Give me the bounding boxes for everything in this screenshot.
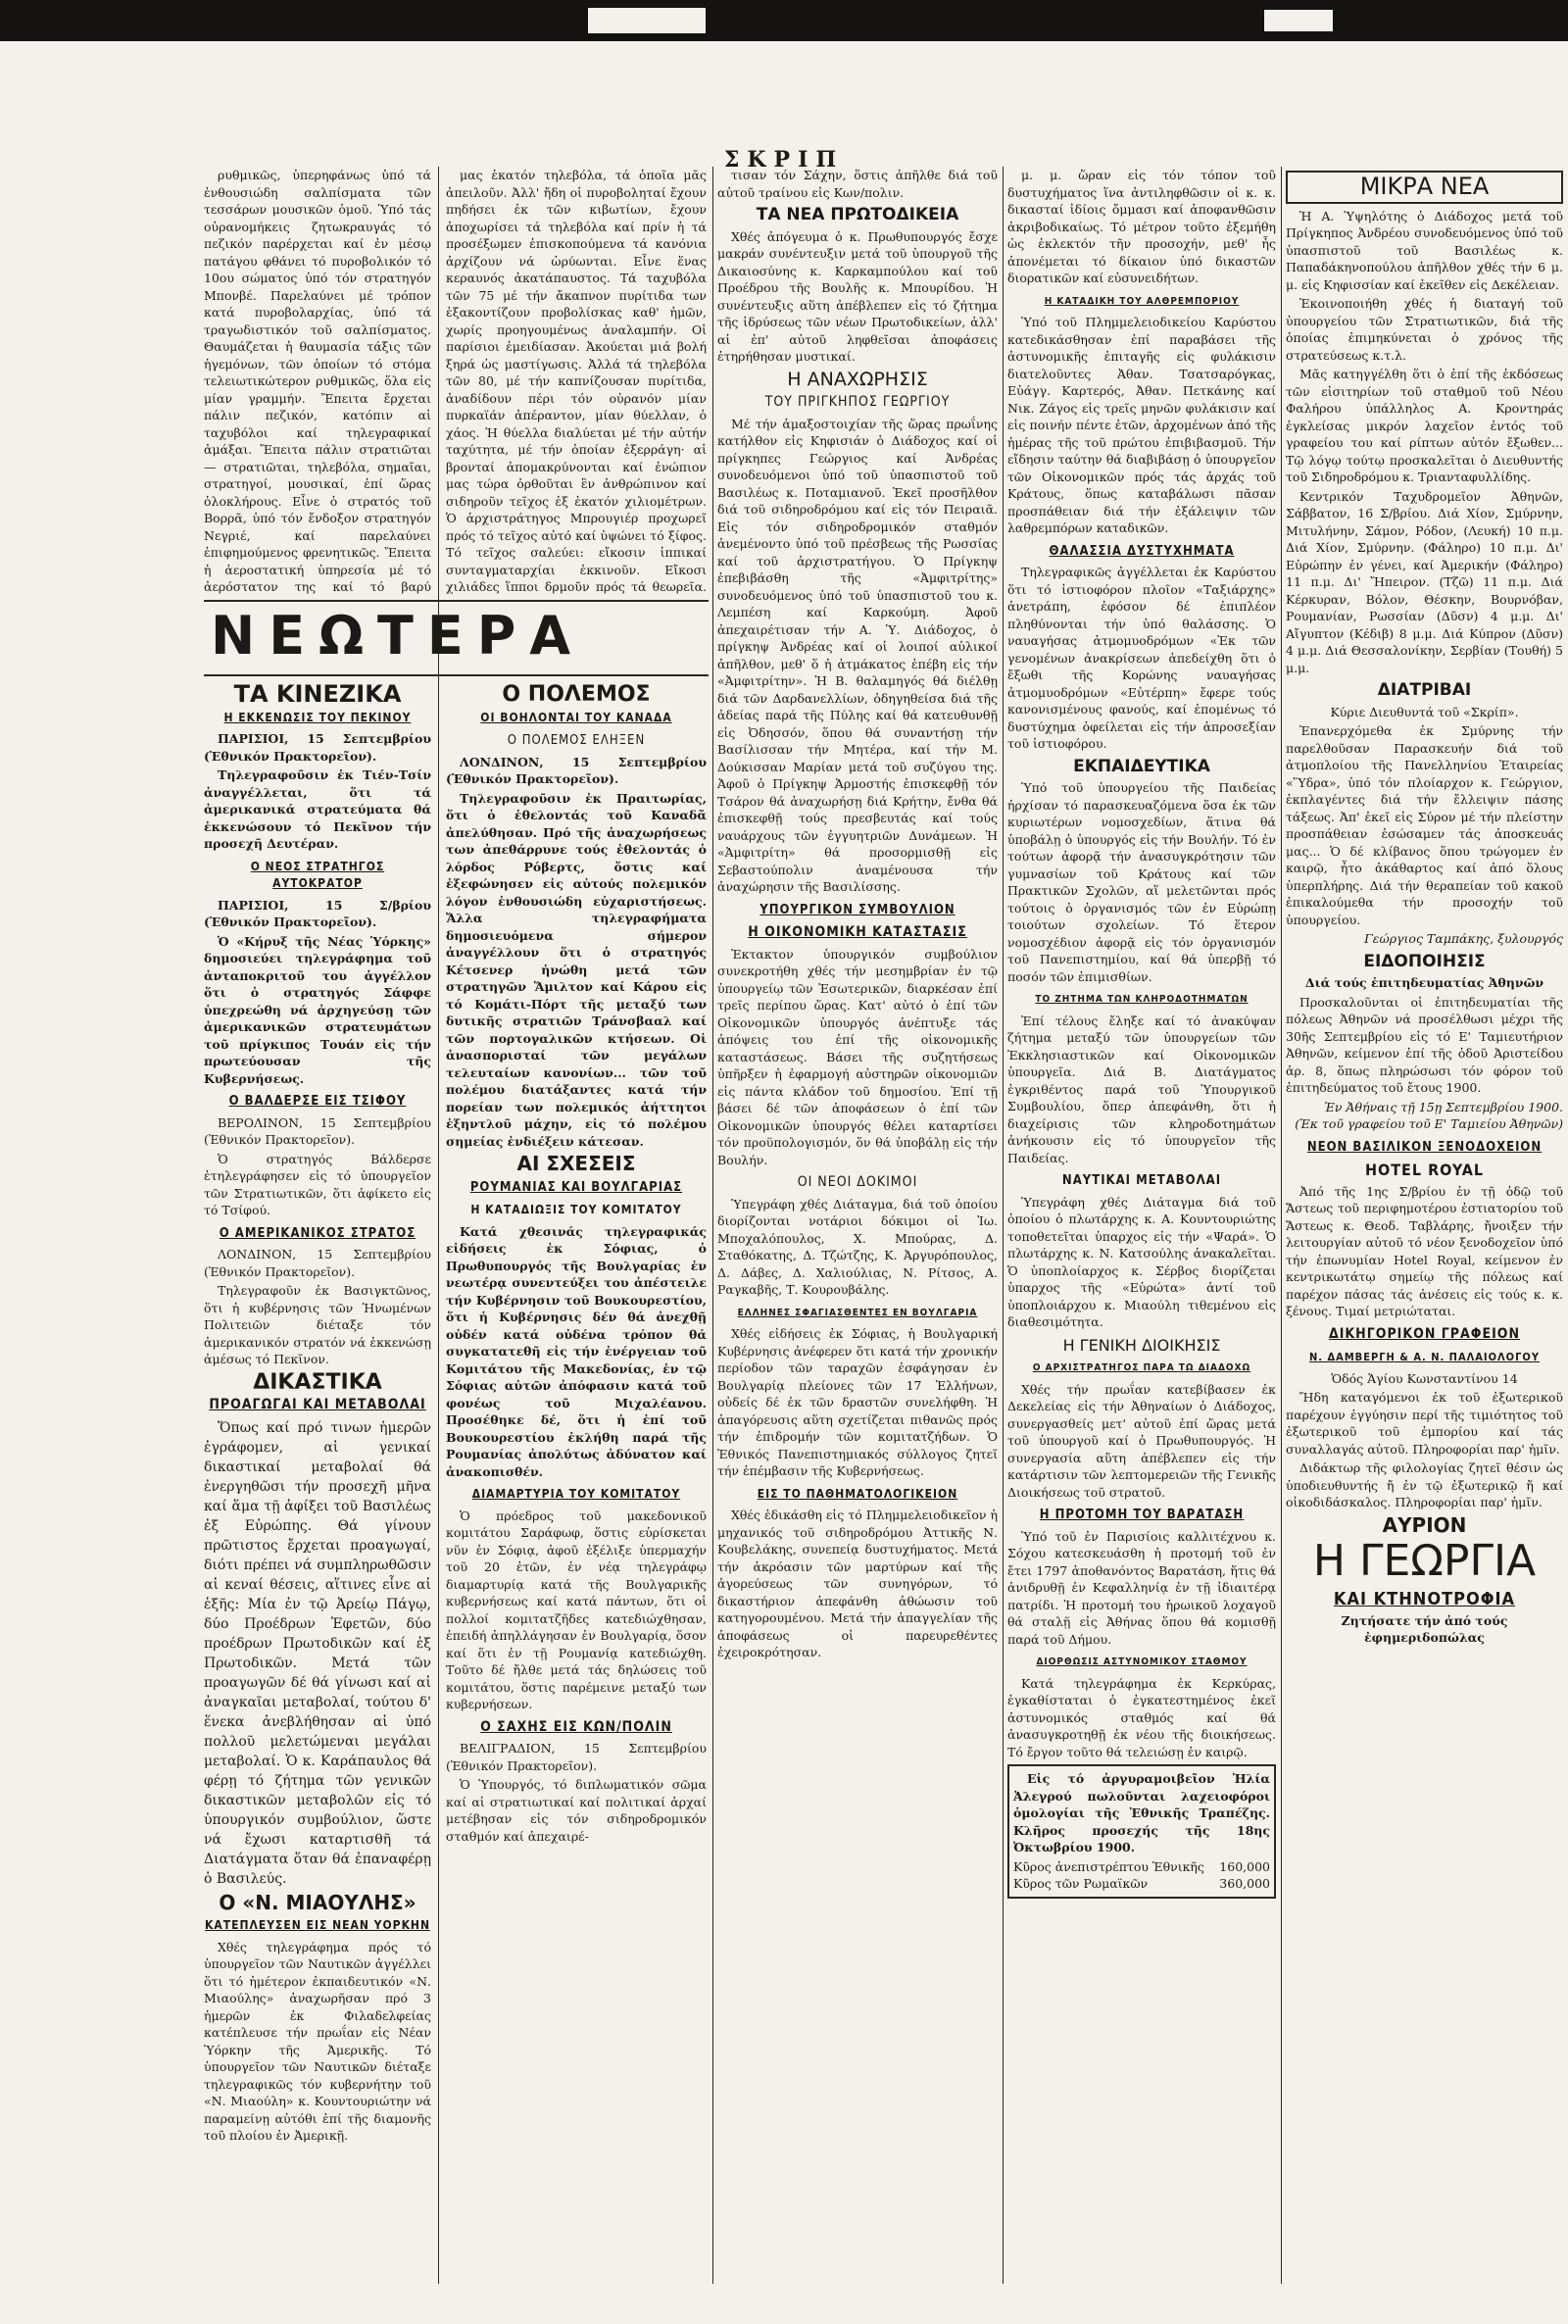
dateline: ΒΕΡΟΛΙΝΟΝ, 15 Σεπτεμβρίου (Ἐθνικόν Πρακτορεῖον). [204, 1114, 431, 1147]
section-title: ΜΙΚΡΑ ΝΕΑ [1359, 173, 1490, 200]
article-text: Ὁ πρόεδρος τοῦ μακεδονικοῦ κομιτάτου Σαράφωφ, ὅστις εὑρίσκεται νῦν ἐν Σόφιᾳ, ἀφοῦ ἐξέλιξε ὑπερμαχήν τοῦ 20 ἐτῶν, ἐν νέᾳ τηλεγράφῳ διαμαρτυρίᾳ κατά τῆς Βουλγαρικῆς κυβερνήσεως καί κατά πάντων, ὅτι οἱ πολλοί κομιτατζῆδες κατεδιώχθησαν, ἐπειδή ἀπηλλάγησαν ἐν Βουλγαρίᾳ, ὅσον καί ὅτι ἐν τῇ Ρουμανίᾳ κατεδιώχθη. Τοῦτο δέ ἤλθε μετά τάς δηλώσεις τοῦ κομιτάτου, ὅστις παρέμεινε μεταξύ των κυβερνήσεων. [446, 1508, 707, 1711]
article-text: τισαν τόν Σάχην, ὅστις ἀπῆλθε διά τοῦ αὐτοῦ τραίνου εἰς Κων/πολιν. [717, 168, 998, 200]
neotera-banner: ΝΕΩΤΕΡΑ [211, 605, 585, 667]
article-text: Κατά τηλεγράφημα ἐκ Κερκύρας, ἐγκαθίσταται ὁ ἐγκατεστημένος ἐκεῖ ἀστυνομικός σταθμός καί θά ἀνασυγκροτηθῇ ἐκ νέου τῆς διοικήσεως. Τό ἔργον τοῦτο θά τελειώσῃ ἐν καιρῷ. [1007, 1675, 1276, 1759]
headline: HOTEL ROYAL [1364, 1161, 1485, 1179]
article-text: Χθές ἀπόγευμα ὁ κ. Πρωθυπουργός ἔσχε μακράν συνέντευξιν μετά τοῦ ὑπουργοῦ τῆς Δικαιοσύνης κ. Καρκαμπούλου καί τοῦ Προέδρου τῆς Βουλῆς κ. Μπουρίδου. Ἡ συνέντευξις αὕτη ἀπέβλεπεν εἰς τό ζήτημα τῆς ἱδρύσεως τῶν νέων Πρωτοδικείων, ἀλλ' αἱ ἐπ' αὐτοῦ ληφθεῖσαι ἀποφάσεις ἐτηρήθησαν μυστικαί. [717, 228, 998, 364]
dateline: ΛΟΝΔΙΝΟΝ, 15 Σεπτεμβρίου (Ἐθνικόν Πρακτορεῖον). [446, 754, 707, 786]
article-text: Ἡ Α. Ὑψηλότης ὁ Διάδοχος μετά τοῦ Πρίγκηπος Ἀνδρέου συνοδευόμενος ὑπό τοῦ ὑπασπιστοῦ τοῦ Βασιλέως κ. Παπαδάκηνοπούλου ἀπῆλθον χθές τήν 6 μ. μ. εἰς Κηφισσίαν καί ἐκεῖθεν εἰς Δεκέλειαν. [1286, 208, 1563, 292]
feature-text: ρυθμικῶς, ὑπερηφάνως ὑπό τά ἐνθουσιώδη σαλπίσματα τῶν τεσσάρων μουσικῶν ὁμοῦ. Ὑπό τάς οὐρανομήκεις ζητωκραυγάς τό πεζικόν παρέρχεται καί ἐν μέσῳ πατάγου φθάνει τό πυροβολικόν τό 10ου σώματος ὑπό τόν στρατηγόν Μπονβέ. Παρελαύνει μέ τρόπον κατά πυροβολαρχίας, ὑπό τά τραγωδιστικόν τοῦ σαλπίσματος. Θαυμάζεται ἡ θαυμασία τάξις τῶν ἡγεμόνων, τῶν ὁποίων τό στόμα τελειωτικώτερον ρυθμικῶς, ὅλα εἰς μίαν γραμμήν. Ἔπειτα ἔρχεται πάλιν πεζικόν, κατόπιν αἱ ταχυβόλοι καί τηλεγραφικαί ἁμάξαι. Ἔπειτα πάλιν στρατιῶται — στρατιῶται, τηλεβόλα, σημαῖαι, στρατηγοί, μουσικαί, ἐπί ὥρας ὁλοκλήρους. Εἶνε ὁ στρατός τοῦ Βορρᾶ, ὑπό τόν ἔνδοξον στρατηγόν Νεγριέ, καί παρελαύνει ἐπιφημούμενος φρενητικῶς. Ἔπειτα ἡ ἀεροστατική ὑπηρεσία μέ τό ἀερόστατον της καί τό βαρύ [204, 168, 431, 594]
section-title: ΤΑ ΚΙΝΕΖΙΚΑ [233, 680, 402, 708]
scan-top-border [0, 0, 1568, 41]
section-title: ΕΙΔΟΠΟΙΗΣΙΣ [1363, 951, 1486, 971]
masthead: ΣΚΡΙΠ [723, 147, 845, 173]
headline: Η ΠΡΟΤΟΜΗ ΤΟΥ ΒΑΡΑΤΑΣΗ [1039, 1508, 1245, 1522]
scan-gap [588, 8, 706, 33]
article-text: Χθές τηλεγράφημα πρός τό ὑπουργεῖον τῶν Ναυτικῶν ἀγγέλλει ὅτι τό ἡμέτερον ἐκπαιδευτικόν «Ν. Μιαούλης» ἀναχωρῆσαν πρό 3 ἡμερῶν ἐκ Φιλαδελφείας κατέπλευσε τήν πρωΐαν εἰς Νέαν Ὑόρκην τῆς Ἀμερικῆς. Τό ὑπουργεῖον τῶν Ναυτικῶν διέταξε τηλεγραφικῶς τόν κυβερνήτην τοῦ «Ν. Μιαούλη» κ. Κουντουριώτην νά παραμείνῃ αὐτόθι ἐπί τῆς διαμονῆς τοῦ πλοίου ἐν Ἀμερικῇ. [204, 1939, 431, 2143]
headline: ΡΟΥΜΑΝΙΑΣ ΚΑΙ ΒΟΥΛΓΑΡΙΑΣ [469, 1179, 683, 1195]
news-column-middle [446, 680, 707, 2288]
news-column-5 [1286, 167, 1563, 2284]
ad-text: Εἰς τό ἀργυραμοιβεῖον Ἡλία Ἀλεγρού πωλοῦνται λαχειοφόροι ὁμολογίαι τῆς Ἐθνικῆς Τραπέζης. Κλῆρος προσεχής τῆς 18ης Ὀκτωβρίου 1900. [1013, 1771, 1270, 1854]
article-text: Κατά χθεσινάς τηλεγραφικάς εἰδήσεις ἐκ Σόφιας, ὁ Πρωθυπουργός τῆς Βουλγαρίας ἐν νεωτέρᾳ συνεντεύξει του ἀπέστειλε τήν Κυβέρνησιν τοῦ Βουκουρεστίου, ὅτι ἡ Κυβέρνησις δέν θά ἀνεχθῇ οὐδέν κατά οὐδένα τρόπον θά συγκατατεθῆ εἰς τήν ἐνέργειαν τοῦ Κομιτάτου τῆς Μακεδονίας, ἐν τῷ Σόφιας αὐτῶν ἀπόφασιν κατά τοῦ φονέως τοῦ Μιχαλέανου. Προσέθηκε δέ, ὅτι ἡ ἐπί τοῦ Βουκουρεστίου ἐκλήθη παρά τῆς Ρουμανίας ἀπολύτως ἀδύνατον καί ἀνακοπισθέν. [446, 1223, 707, 1479]
headline: Η ΟΙΚΟΝΟΜΙΚΗ ΚΑΤΑΣΤΑΣΙΣ [748, 924, 967, 940]
headline: Η ΑΝΑΧΩΡΗΣΙΣ [787, 368, 928, 390]
headline: Ο ΑΜΕΡΙΚΑΝΙΚΟΣ ΣΤΡΑΤΟΣ [219, 1225, 416, 1241]
section-title: Ο ΠΟΛΕΜΟΣ [502, 682, 651, 707]
feature-column-1 [204, 167, 431, 598]
article-text: Τηλεγραφοῦσιν ἐκ Τιέν-Τσίν ἀναγγέλλεται, ὅτι τά ἀμερικανικά στρατεύματα θά ἐκκενώσουν τό Πεκῖνον τήν προσεχῆ Δευτέραν. [204, 767, 431, 851]
section-rule [204, 674, 709, 676]
column-rule [1003, 167, 1004, 2284]
article-text: Προσκαλοῦνται οἱ ἐπιτηδευματίαι τῆς πόλεως Ἀθηνῶν νά προσέλθωσι μέχρι τῆς 30ῆς Σεπτεμβρίου εἰς τό Ε' Ταμιευτήριον Ἀθηνῶν, κείμενον ἐπί τῆς ὁδοῦ Ἀριστείδου ἀρ. 8, ὅπως πληρώσωσι τόν φόρον τοῦ ἐπιτηδεύματος τοῦ ἔτους 1900. [1286, 994, 1563, 1095]
article-text: Χθές τήν πρωΐαν κατεβίβασεν ἐκ Δεκελείας εἰς τήν Ἀθηναίων ὁ Διάδοχος, συνεργασθείς μετ' αὐτοῦ ἐπί ὥρας μετά τοῦ ὑπουργοῦ καί ὁ Πρωθυπουργός. Ἡ συνεργασία αὕτη ἀπέβλεπεν εἰς τήν κατάρτισιν τῶν λεπτομερειῶν τῆς Γενικῆς Διοικήσεως τοῦ στρατοῦ. [1007, 1381, 1276, 1500]
ad-title: ΑΥΡΙΟΝ [1382, 1512, 1467, 1537]
headline: ΝΑΥΤΙΚΑΙ ΜΕΤΑΒΟΛΑΙ [1061, 1173, 1222, 1188]
headline: ΟΙ ΝΕΟΙ ΔΟΚΙΜΟΙ [797, 1174, 918, 1190]
article-text: Ὑπό τοῦ Πλημμελειοδικείου Καρύστου κατεδικάσθησαν ἐπί παραβάσει τῆς ἀστυνομικῆς ἐπιταγῆς εἰς φυλάκισιν διατελοῦντες Ἀθαν. Τσατσαρόγκας, Εὐάγγ. Καρτερός, Ἀθαν. Πετκάνης καί Νικ. Ζάγος εἰς τρεῖς μηνῶν φυλάκισιν καί εἰς ποινήν πέντε ἐτῶν, ἀρχομένων ἀπό τῆς ἡμέρας τῆς τοῦ πρώτου ἐπιβιβασμοῦ. Τήν εἴδησιν ταύτην θά διαβιβάσῃ ὁ ὑπουργεῖον τῶν Οἰκονομικῶν πρός τάς ἀρχάς τοῦ Κράτους, ὅπως καταβάλωσι πᾶσαν προσπάθειαν διά τήν ἐξάλειψιν τῶν λαθρεμπόρων καταδικῶν. [1007, 315, 1276, 535]
headline: ΕΚΠΑΙΔΕΥΤΙΚΑ [1073, 756, 1210, 776]
headline: Ο ΑΡΧΙΣΤΡΑΤΗΓΟΣ ΠΑΡΑ ΤΩ ΔΙΑΔΟΧΩ [1032, 1362, 1251, 1373]
headline: ΥΠΟΥΡΓΙΚΟΝ ΣΥΜΒΟΥΛΙΟΝ [760, 902, 956, 917]
mikra-nea-box [1286, 171, 1563, 204]
article-text: Ὁ στρατηγός Βάλδερσε ἐτηλεγράφησεν εἰς τό ὑπουργεῖον τῶν Στρατιωτικῶν, ὅτι ἀφίκετο εἰς τό Τσίφού. [204, 1151, 431, 1217]
dateline: ΠΑΡΙΣΙΟΙ, 15 Σεπτεμβρίου (Ἐθνικόν Πρακτορεῖον). [204, 731, 431, 764]
article-text: Διδάκτωρ τῆς φιλολογίας ζητεῖ θέσιν ὡς ὑποδιευθυντής ἤ ἐν τῷ ἐξωτερικῷ ἤ καί οἰκοδιδάσκαλος. Πληροφορίαι παρ' ἡμῖν. [1286, 1460, 1563, 1509]
ad-subtitle: Ζητήσατε τήν ἀπό τούς ἐφημεριδοπώλας [1341, 1612, 1508, 1645]
headline: ΔΙΑΜΑΡΤΥΡΙΑ ΤΟΥ ΚΟΜΙΤΑΤΟΥ [471, 1487, 681, 1501]
article-text: Τηλεγραφοῦσιν ἐκ Πραιτωρίας, ὅτι ὁ ἐθελοντάς τοῦ Καναδᾶ ἀπελύθησαν. Πρό τῆς ἀναχωρήσεως των ἀπεθάρρυνε τούς ἐθελοντάς ὁ λόρδος Ρόβερτς, ὅστις καί ἐξεφώνησεν εἰς αὐτούς πολεμικόν λόγον ἐνθουσιώδη εὐχαριστήσεως. Ἄλλα τηλεγραφήματα δημοσιευόμενα σήμερον ἀναγγέλλουν ὅτι ὁ στρατηγός Κέτσενερ ἡνώθη μετά τῶν στρατηγῶν Ἅμιλτον καί Κάρου εἰς τό Κομάτι-Πόρτ τῆς μεταξύ των δυτικῆς στρατιῶν Τράνσβααλ καί τῶν πορτογαλικῶν κτήσεων. Οἱ ἀνασπορισταί τῶν μεγάλων τελευταίων κανονίων... τῶν τοῦ πολέμου διατάξαντες κατά τήν πορείαν των πολεμικός ἀήττητοι ἐξηντλοῦ μάχην, εἰς τό πολέμου σημείας ἐνδιέξειν κάτεσαν. [446, 790, 707, 1149]
article-text: Ὁ «Κήρυξ τῆς Νέας Ὑόρκης» δημοσιεύει τηλεγράφημα τοῦ ἀνταποκριτοῦ του ἀγγέλλον ὅτι ὁ στρατηγός Σάφφε ὑπεχρεώθη νά ἀρχηγεύσῃ τῶν ἀμερικανικῶν στρατευμάτων τοῦ πρίγκιπος Τουάν εἰς τήν πρωτεύουσαν τῆς Κυβερνήσεως. [204, 933, 431, 1086]
column-rule [712, 167, 713, 2284]
section-title: ΔΙΚΑΣΤΙΚΑ [253, 1369, 382, 1395]
signature: Γεώργιος Ταμπάκης, ξυλουργός [1364, 931, 1563, 946]
price-row [1013, 1858, 1270, 1876]
feature-text: μας ἑκατόν τηλεβόλα, τά ὁποῖα μᾶς ἀπειλοῦν. Ἀλλ' ἤδη οἱ πυροβοληταί ἔχουν πηδήσει ἐκ τῶν κιβωτίων, ἔχουν ἀποχωρίσει τά τηλεβόλα καί πρίν ἡ τά προσέξωμεν ἐπισκοπούμενα τά κανόνια ἀρχίζουν νά ὠρύωνται. Εἶνε ἕνας κεραυνός ἀκατάπαυστος. Τά ταχυβόλα τῶν 75 μέ τήν ἄκαπνον πυρίτιδα των ἑξακοντίζουν προβολίσκας καθ' ἡμῶν, χωρίς προηγουμένως ἀναλαμπήν. Οἱ παρίσιοι ἐμειδίασαν. Ἀκούεται μιά βολή ξηρά ὡς μαστίγωσις. Ἀλλά τά τηλεβόλα τῶν 80, μέ τήν καπνίζουσαν πυρίτιδα, ἀναδίδουν πέρι τόν οὐρανόν μίαν πυρκαϊάν ἀπέραντον, μίαν θύελλαν, ὁ χάος. Ἡ θύελλα διαλύεται μέ τήν αὐτήν ταχύτητα, μέ τήν ὁποίαν ἐξερράγη· αἱ βρονταί ἀπομακρύνονται καί ἐνώπιον μας τώρα ὀρθοῦται ἓν ἀνθρώπινον καί σιδηροῦν τεῖχος ἐξ ἑκατόν χιλιομέτρων. Ὁ ἀρχιστράτηγος Μπρουγιέρ προχωρεῖ πρός τό τεῖχος αὐτό καί ὑψώνει τό ξίφος. Τό τεῖχος σαλεύει: εἴκοσιν ἱππικαί συνταγματαρχίαι ἐκκινοῦν. Εἴκοσι χιλιάδες ἵπποι δρμοῦν πρός τά θεωρεῖα. [446, 168, 707, 594]
column-rule [1281, 167, 1282, 2284]
article-text: μ. μ. ὥραν εἰς τόν τόπον τοῦ δυστυχήματος ἵνα ἀντιληφθῶσιν οἱ κ. κ. δικασταί ἰδίοις ὄμμασι καί ἀποφανθῶσιν ἀκριβοδικαίως. Τό μέτρον τοῦτο ἐξεμήθη ὡς ἐκλεκτόν τῆν προσοχήν, μεθ' ἧς ἀπονέμεται τό δίκαιον ὑπό δικαστῶν διορατικῶν καί εὐσυνειδήτων. [1007, 168, 1276, 285]
headline: ΕΛΛΗΝΕΣ ΣΦΑΓΙΑΣΘΕΝΤΕΣ ΕΝ ΒΟΥΛΓΑΡΙΑ [737, 1307, 978, 1318]
headline: ΑΙ ΣΧΕΣΕΙΣ [516, 1152, 636, 1175]
headline: Η ΕΚΚΕΝΩΣΙΣ ΤΟΥ ΠΕΚΙΝΟΥ [223, 710, 412, 724]
subtitle: Διά τούς ἐπιτηδευματίας Ἀθηνῶν [1304, 975, 1544, 990]
headline: Ν. ΔΑΜΒΕΡΓΗ & Α. Ν. ΠΑΛΑΙΟΛΟΓΟΥ [1309, 1351, 1540, 1363]
news-column-3 [717, 167, 998, 2284]
headline: ΚΑΤΕΠΛΕΥΣΕΝ ΕΙΣ ΝΕΑΝ ΥΟΡΚΗΝ [204, 1918, 430, 1932]
article-text: Ὑπό τοῦ ἐν Παρισίοις καλλιτέχνου κ. Σόχου κατεσκευάσθη ἡ προτομή τοῦ ἐν ἔτει 1797 ἀποθανόντος Βαρατάση, ἥτις θά ἀνιδρυθῇ ἐν Κεφαλληνίᾳ ἐν τῇ ἰδιαιτέρᾳ πατρίδι. Ἡ προτομή του ἡρωικοῦ λοχαγοῦ θά σταλῇ εἰς Ἀθήνας ὅπου θά κομισθῇ παρά τοῦ Δήμου. [1007, 1528, 1276, 1647]
price-label: Κῦρος ἀνεπιστρέπτου Ἐθνικῆς [1013, 1858, 1204, 1874]
headline: ΕΙΣ ΤΟ ΠΑΘΗΜΑΤΟΛΟΓΙΚΕΙΟΝ [757, 1486, 958, 1501]
headline: ΤΑ ΝΕΑ ΠΡΩΤΟΔΙΚΕΙΑ [756, 205, 959, 224]
article-text: Χθές ἐδικάσθη εἰς τό Πλημμελειοδικεῖον ἡ μηχανικός τοῦ σιδηροδρόμου Ἀττικῆς Ν. Κουβελάκης, συνεπείᾳ δυστυχήματος. Μετά τήν ἀκρόασιν τῶν μαρτύρων καί τῆς ἀγορεύσεως τῶν συνηγόρων, τό δικαστήριον ἀπεφάνθη ἀθώωσιν τοῦ κατηγορουμένου. Μετά τήν ἀπαγγελίαν τῆς ἀποφάσεως οἱ παρευρεθέντες ἐχειροκρότησαν. [717, 1508, 998, 1659]
headline: ΤΟ ΖΗΤΗΜΑ ΤΩΝ ΚΛΗΡΟΔΟΤΗΜΑΤΩΝ [1035, 994, 1249, 1005]
headline: Ο ΠΟΛΕΜΟΣ ΕΛΗΞΕΝ [507, 733, 646, 748]
price-value: 160,000 [1219, 1858, 1270, 1874]
ad-headline: Η ΓΕΩΡΓΙΑ [1312, 1536, 1537, 1586]
feature-column-2 [446, 167, 707, 598]
headline: ΠΡΟΑΓΩΓΑΙ ΚΑΙ ΜΕΤΑΒΟΛΑΙ [209, 1397, 426, 1412]
headline: Ο ΣΑΧΗΣ ΕΙΣ ΚΩΝ/ΠΟΛΙΝ [480, 1718, 672, 1735]
headline: ΔΙΟΡΘΩΣΙΣ ΑΣΤΥΝΟΜΙΚΟΥ ΣΤΑΘΜΟΥ [1036, 1656, 1248, 1667]
headline: Ο «Ν. ΜΙΑΟΥΛΗΣ» [219, 1890, 416, 1914]
news-column-left [204, 680, 431, 2288]
headline: ΟΙ ΒΟΗΛΟΝΤΑΙ ΤΟΥ ΚΑΝΑΔΑ [480, 710, 672, 724]
article-text: Ὑπεγράφη χθές Διάταγμα, διά τοῦ ὁποίου διορίζονται νοτάριοι δόκιμοι οἱ Ἰω. Μποχαλόπουλος, Χ. Μπούρας, Δ. Σταθόκατης, Δ. Τζώτζης, Κ. Ἀργυρόπουλος, Δ. Δάβες, Δ. Χαλιούλιας, Ν. Ρίτσος, Α. Ραγκαβῆς, Τ. Κουρουβάλης. [717, 1196, 998, 1297]
headline: Ο ΝΕΟΣ ΣΤΡΑΤΗΓΟΣ ΑΥΤΟΚΡΑΤΟΡ [250, 859, 385, 890]
headline: ΔΙΚΗΓΟΡΙΚΟΝ ΓΡΑΦΕΙΟΝ [1328, 1325, 1520, 1342]
article-text: Ἐκοινοποιήθη χθές ἡ διαταγή τοῦ ὑπουργείου τῶν Στρατιωτικῶν, διά τῆς ὁποίας ἐπιμηκύνεται ὁ χρόνος τῆς στρατεύσεως κ.τ.λ. [1286, 296, 1563, 363]
section-title: ΔΙΑΤΡΙΒΑΙ [1377, 680, 1472, 700]
dateline: ΒΕΛΙΓΡΑΔΙΟΝ, 15 Σεπτεμβρίου (Ἐθνικόν Πρακτορεῖον). [446, 1741, 707, 1773]
scan-gap [1264, 10, 1333, 31]
signature: Ἐν Ἀθήναις τῇ 15ῃ Σεπτεμβρίου 1900. (Ἐκ τοῦ γραφείου τοῦ Ε' Ταμιείου Ἀθηνῶν) [1295, 1099, 1563, 1131]
article-text: Ἐκτακτον ὑπουργικόν συμβούλιον συνεκροτήθη χθές τήν μεσημβρίαν ἐν τῷ ὑπουργείῳ τῶν Ἐσωτερικῶν, διαρκέσαν ἐπί τρεῖς περίπου ὥρας. Κατ' αὐτό ὁ ἐπί τῶν Οἰκονομικῶν ὑπουργός ἀνέπτυξε τάς ἀπόψεις του ἐπί τῆς οἰκονομικῆς καταστάσεως. Βάσει τῆς συζητήσεως ὑπῆρξεν ἡ ἐφαρμογή αὐστηρῶν οἰκονομιῶν εἰς πάντα κλάδον τοῦ δημοσίου. Ἐπί τῇ βάσει δέ τῶν ἀποφάσεων ὁ ἐπί τῶν Οἰκονομικῶν ὑπουργός θέλει καταρτίσει τόν προϋπολογισμόν, ὅν θά ὑποβάλῃ εἰς τήν Βουλήν. [717, 946, 998, 1167]
column-rule [438, 167, 439, 2284]
section-rule [204, 600, 709, 602]
article-text: Ὑπεγράφη χθές Διάταγμα διά τοῦ ὁποίου ὁ πλωτάρχης κ. Α. Κουντουριώτης τοποθετεῖται ὑπαρχος εἰς τήν «Ψαρά». Ὁ πλωτάρχης κ. Ν. Κατσούλης ἀνακαλεῖται. Ὁ ὑποπλοίαρχος κ. Σέρβος διορίζεται ὑπαρχος τῆς «Εὐρώτα» ἀντί τοῦ ὑποπλοιάρχου κ. Μιαούλη τιθεμένου εἰς διαθεσιμότητα. [1007, 1194, 1276, 1329]
article-text: Χθές εἰδήσεις ἐκ Σόφιας, ἡ Βουλγαρική Κυβέρνησις ἀνέφερεν ὅτι κατά τήν χρονικήν περίοδον τῶν ταραχῶν ἐσφάγησαν ἐν Βουλγαρίᾳ πλείονες τῶν 17 Ἑλλήνων, οὐδείς δέ ἐκ τῶν δραστῶν συνελήφθη. Ἡ ἀπαγόρευσις αὕτη σχετίζεται πιθανῶς πρός τήν ἐπιδρομήν τῶν κομιτατζήδων. Ὁ Ἐθνικός Πανεπιστημιακός σύλλογος ζητεῖ τήν ἐπέμβασιν τῆς Κυβερνήσεως. [717, 1326, 998, 1478]
article-text: Μέ τήν ἀμαξοστοιχίαν τῆς ὥρας πρωΐνης κατήλθον εἰς Κηφισιάν ὁ Διάδοχος καί οἱ πρίγκηπες Γεώργιος καί Ἀνδρέας συνοδευόμενοι ὑπό τοῦ ὑπασπιστοῦ τοῦ Βασιλέως κ. Ποταμιανοῦ. Ἐκεῖ προσῆλθον διά τοῦ σιδηροδρόμου καί εἰς τόν Πειραιᾶ. Εἰς τόν σιδηροδρομικόν σταθμόν ἀνεμένοντο ὑπό τοῦ πρέσβεως τῆς Ρωσσίας καί τοῦ ἀρχιστρατήγου. Ὁ Πρίγκηψ ἐπεβιβάσθη τῆς «Ἀμφιτρίτης» συνοδευόμενος ὑπό τοῦ ὑπασπιστοῦ του κ. Λεμπέση καί Καρκούμη. Ἀφοῦ ἀπεχαιρέτισαν τήν Α. Ὑ. Διάδοχος, ὁ πρίγκηψ Ἀνδρέας καί οἱ λοιποί αὐλικοί ἀπῆλθον, μεθ' ὅ ἡ ἀτμάκατος ἐπέβη εἰς τήν «Ἀμφιτρίτην». Ἡ Β. θαλαμηγός θά διέλθῃ διά τῶν Δαρδανελλίων, ὁδηγηθείσα διά τῆς ἀδείας παρά τῆς Πύλης καί θά κατευθυνθῇ εἰς Ὀδησσόν, ὅπου θά συναντήσῃ τήν Βασίλισσαν τήν Μητέρα, καί τήν Μ. Δούκισσαν Μαρίαν μετά τοῦ συζύγου της. Ἀφοῦ ὁ Πρίγκηψ Ἁρμοστής ἐπισκεφθῇ τόν Τσάρον θά ἀναχωρήσῃ διά Κρήτην, ἔνθα θά ἐπισκεφθῇ τούς πρεσβευτάς καί τούς ναυάρχους τῶν ἐγγυητριῶν Δυνάμεων. Ἡ «Ἀμφιτρίτη» θά προσορμισθῇ εἰς Σεβαστούπολιν ἀναμένουσα τήν ἀναχώρησιν τῆς Βασιλίσσης. [717, 416, 998, 894]
article-text: Ὁ Ὑπουργός, τό διπλωματικόν σῶμα καί αἱ στρατιωτικαί καί πολιτικαί ἀρχαί μετέβησαν εἰς τόν σιδηροδρομικόν σταθμόν καί ἀπεχαιρέ- [446, 1777, 707, 1844]
headline: ΘΑΛΑΣΣΙΑ ΔΥΣΤΥΧΗΜΑΤΑ [1049, 543, 1235, 559]
headline: Ο ΒΑΛΔΕΡΣΕ ΕΙΣ ΤΣΙΦΟΥ [228, 1094, 407, 1109]
article-text: Τηλεγραφικῶς ἀγγέλλεται ἐκ Καρύστου ὅτι τό ἱστιοφόρον πλοῖον «Ταξιάρχης» ἀνετράπη, ἐφόσον δέ ἐπιπλέον πληθύνονται τήν ὑπό θαλάσσης. Ὁ ναυαγήσας ἀτμομυοδρόμων «Ἐκ τῶν γενομένων ἀνακρίσεων ἀπεδείχθη ὅτι ὁ ἔξωθι τῆς Κορώνης ναυαγήσας ἀτμομυοδρόμων «Εὐτέρπη» ἔφερε τούς κανονισμένους φανούς, καί ἐπομένως τό δυστύχημα ὀφείλεται εἰς τήν ἀπροσεξίαν τοῦ ἱστιοφόρου. [1007, 565, 1276, 751]
ad-headline: ΚΑΙ ΚΤΗΝΟΤΡΟΦΙΑ [1333, 1589, 1516, 1609]
article-text: Ἀπό τῆς 1ης Σ/βρίου ἐν τῇ ὁδῷ τοῦ Ἄστεως τοῦ περιφημοτέρου ἐστιατορίου τοῦ Ἄστεως κ. Θεοδ. Ταβλάρης, ἤνοιξεν τήν λειτουργίαν αὐτοῦ τό νέον ξενοδοχεῖον ὑπό τήν ἐπωνυμίαν Hotel Royal, κείμενον ἐν κεντρικωτάτῳ σημείῳ τῆς πόλεως καί παρέχον πάσας τάς ἀνέσεις εἰς τούς κ. κ. ξένους. Τιμαί μετριώταται. [1286, 1183, 1563, 1318]
headline: Η ΚΑΤΑΔΙΩΞΙΣ ΤΟΥ ΚΟΜΙΤΑΤΟΥ [470, 1203, 682, 1216]
headline: ΤΟΥ ΠΡΙΓΚΗΠΟΣ ΓΕΩΡΓΙΟΥ [764, 394, 951, 410]
headline: ΝΕΟΝ ΒΑΣΙΛΙΚΟΝ ΞΕΝΟΔΟΧΕΙΟΝ [1306, 1139, 1543, 1155]
article-text: Ὅπως καί πρό τινων ἡμερῶν ἐγράφομεν, αἱ γενικαί δικαστικαί μεταβολαί θά ἐνεργηθῶσι τήν προσεχῆ μῆνα καί ἅμα τῇ ἀφίξει τοῦ Βασιλέως ἐξ Εὐρώπης. Θά γίνουν πρῶτιστος ἔρχεται προαγωγαί, διότι πρέπει νά συμπληρωθῶσιν αἱ κεναί θέσεις, αἵτινες εἶνε αἱ ἑξῆς: Μία ἐν τῷ Ἀρείῳ Πάγῳ, δύο Προέδρων Ἐφετῶν, δύο προέδρων Πρωτοδικῶν καί ἐξ Πρωτοδικῶν. Μετά τῶν προαγωγῶν δέ θά γίνωσι καί αἱ ἀναγκαῖαι μεταβολαί, τούτου δ' ἕνεκα ἀνεβλήθησαν αἱ ὑπό πολλοῦ μελετώμεναι μεγάλαι μεταβολαί. Ὁ κ. Καράπαυλος θά φέρῃ τό ζήτημα τῶν γενικῶν δικαστικῶν μεταβολῶν εἰς τό ὑπουργικόν συμβούλιον, ὥστε νά ἔχωσι καταρτισθῆ τά Διατάγματα ὅταν θά ἐπαναφέρῃ ὁ Βασιλεύς. [204, 1419, 431, 1887]
headline: Η ΓΕΝΙΚΗ ΔΙΟΙΚΗΣΙΣ [1062, 1335, 1221, 1355]
article-text: Μᾶς κατηγγέλθη ὅτι ὁ ἐπί τῆς ἐκδόσεως τῶν εἰσιτηρίων τοῦ σταθμοῦ τοῦ Νέου Φαλήρου ὑπάλληλος Α. Κροντηράς ἐγκλείσας μικρόν λαχεῖον ἐντός τοῦ γραφείου του καί ρίπτων αὐτόν ἔξωθεν... Τῷ λόγῳ τούτῳ προσκαλεῖται ὁ Διευθυντής τοῦ Σιδηροδρόμου κ. Τριανταφυλλίδης. [1286, 367, 1563, 484]
dateline: ΠΑΡΙΣΙΟΙ, 15 Σ/βρίου (Ἐθνικόν Πρακτορεῖον). [204, 897, 431, 929]
article-text: Ἤδη καταγόμενοι ἐκ τοῦ ἐξωτερικοῦ παρέχουν ἐγγύησιν περί τῆς τιμιότητος τοῦ ἐξωτερικοῦ τοῦ ἐμπορίου καί τάς συναλλαγάς αὐτοῦ. Πληροφορίαι παρ' ἡμῖν. [1286, 1390, 1563, 1457]
advertisement-box [1007, 1764, 1276, 1899]
price-value: 360,000 [1219, 1876, 1270, 1891]
price-label: Κῦρος τῶν Ρωμαϊκῶν [1013, 1876, 1149, 1891]
article-text: Ἐπανερχόμεθα ἐκ Σμύρνης τήν παρελθοῦσαν Παρασκευήν διά τοῦ ἀτμοπλοίου τῆς Πανελληνίου Ἑταιρείας «Ὕδρα», ὑπό τόν πλοίαρχον κ. Γεώργιον, ἐκπλαγέντες διά τήν ἔλλειψιν πάσης τάξεως. Ἀπ' ἐκεῖ εἰς Σύρον μέ τήν πλείστην προσπάθειαν ἐσώσαμεν τάς ἀποσκευάς μας... Ὁ δέ κλίβανος ὅπου τρώγομεν ἐν καιρῷ, ἦτο ἀκάθαρτος καί ἀπό ὅλους ὑπερπλήρης. Διά τήν θεραπείαν τοῦ κακοῦ ἐπικαλούμεθα τήν προσοχήν τοῦ ὑπουργείου. [1286, 723, 1563, 927]
article-text: Κεντρικόν Ταχυδρομεῖον Ἀθηνῶν, Σάββατον, 16 Σ/βρίου. Διά Χίον, Σμύρνην, Μιτυλήνην, Σάμον, Ρόδον, (Λευκή) 10 π.μ. Διά Χίον, Σμύρνην. (Φάληρο) 10 π.μ. Δι' Εὐρώπην ἐν γένει, καί Ἀμερικήν (Φάληρο) 11 π.μ. Δι' Ἤπειρον. (Τζῶ) 11 π.μ. Διά Κέρκυραν, Βόλον, Θέσκην, Βουρνόβαν, Ρουμανίαν, Ρωσσίαν (Δῦσν) 4 μ.μ. Δι' Αἴγυπτον (Κέδιβ) 8 μ.μ. Διά Κύπρον (Δῦσν) 4 μ.μ. Διά Θεσσαλονίκην, Σερβίαν (Τουθή) 5 μ.μ. [1286, 488, 1563, 675]
price-row [1013, 1875, 1270, 1893]
salutation: Κύριε Διευθυντά τοῦ «Σκρίπ». [1330, 704, 1519, 719]
article-text: Τηλεγραφοῦν ἐκ Βασιγκτῶνος, ὅτι ἡ κυβέρνησις τῶν Ἡνωμένων Πολιτειῶν διέταξε τόν ἀμερικανικόν στρατόν νά ἐκκενώσῃ ἀμέσως τό Πεκῖνον. [204, 1283, 431, 1366]
article-text: Ἐπί τέλους ἔληξε καί τό ἀνακύψαν ζήτημα μεταξύ τῶν ὑπουργείων τῶν Ἐκκλησιαστικῶν καί Οἰκονομικῶν ὑπουργεῖα. Διά Β. Διατάγματος ἐγκριθέντος παρά τοῦ Ὑπουργικοῦ Συμβουλίου, ὅπερ ἀπεφάνθη, ὅτι ἡ διαχείρισις τῶν κληροδοτημάτων ἀνήκουσιν εἰς τό ὑπουργεῖον τῆς Παιδείας. [1007, 1013, 1276, 1165]
news-column-4 [1007, 167, 1276, 2284]
address: Ὁδός Ἁγίου Κωνσταντίνου 14 [1331, 1370, 1518, 1386]
article-text: Ὑπό τοῦ ὑπουργείου τῆς Παιδείας ἠρχίσαν τό παρασκευαζόμενα ὅσα ἐκ τῶν κυριωτέρων νομοσχεδίων, ἅτινα θά ὑποβάλῃ ὁ ὑπουργός εἰς τήν Βουλήν. Τό ἐν τούτων ἀφορᾷ τήν ἀνασυγκρότησιν τῶν γυμνασίων τοῦ Κράτους καί τῶν Πρακτικῶν Σχολῶν, αἵ μελετῶνται πρός τούτοις ὁ ὀργανισμός τῶν ἐν Εὐρώπῃ τοιούτων σχολείων. Τό ἕτερον νομοσχέδιον ἀφορᾷ εἰς τόν ὀργανισμόν τοῦ Πανεπιστημίου, καί θά ὑπερβῇ τό ποσόν τῶν ἐπιμισθίων. [1007, 780, 1276, 984]
headline: Η ΚΑΤΑΔΙΚΗ ΤΟΥ ΑΛΘΡΕΜΠΟΡΙΟΥ [1044, 295, 1240, 307]
dateline: ΛΟΝΔΙΝΟΝ, 15 Σεπτεμβρίου (Ἐθνικόν Πρακτορεῖον). [204, 1247, 431, 1279]
